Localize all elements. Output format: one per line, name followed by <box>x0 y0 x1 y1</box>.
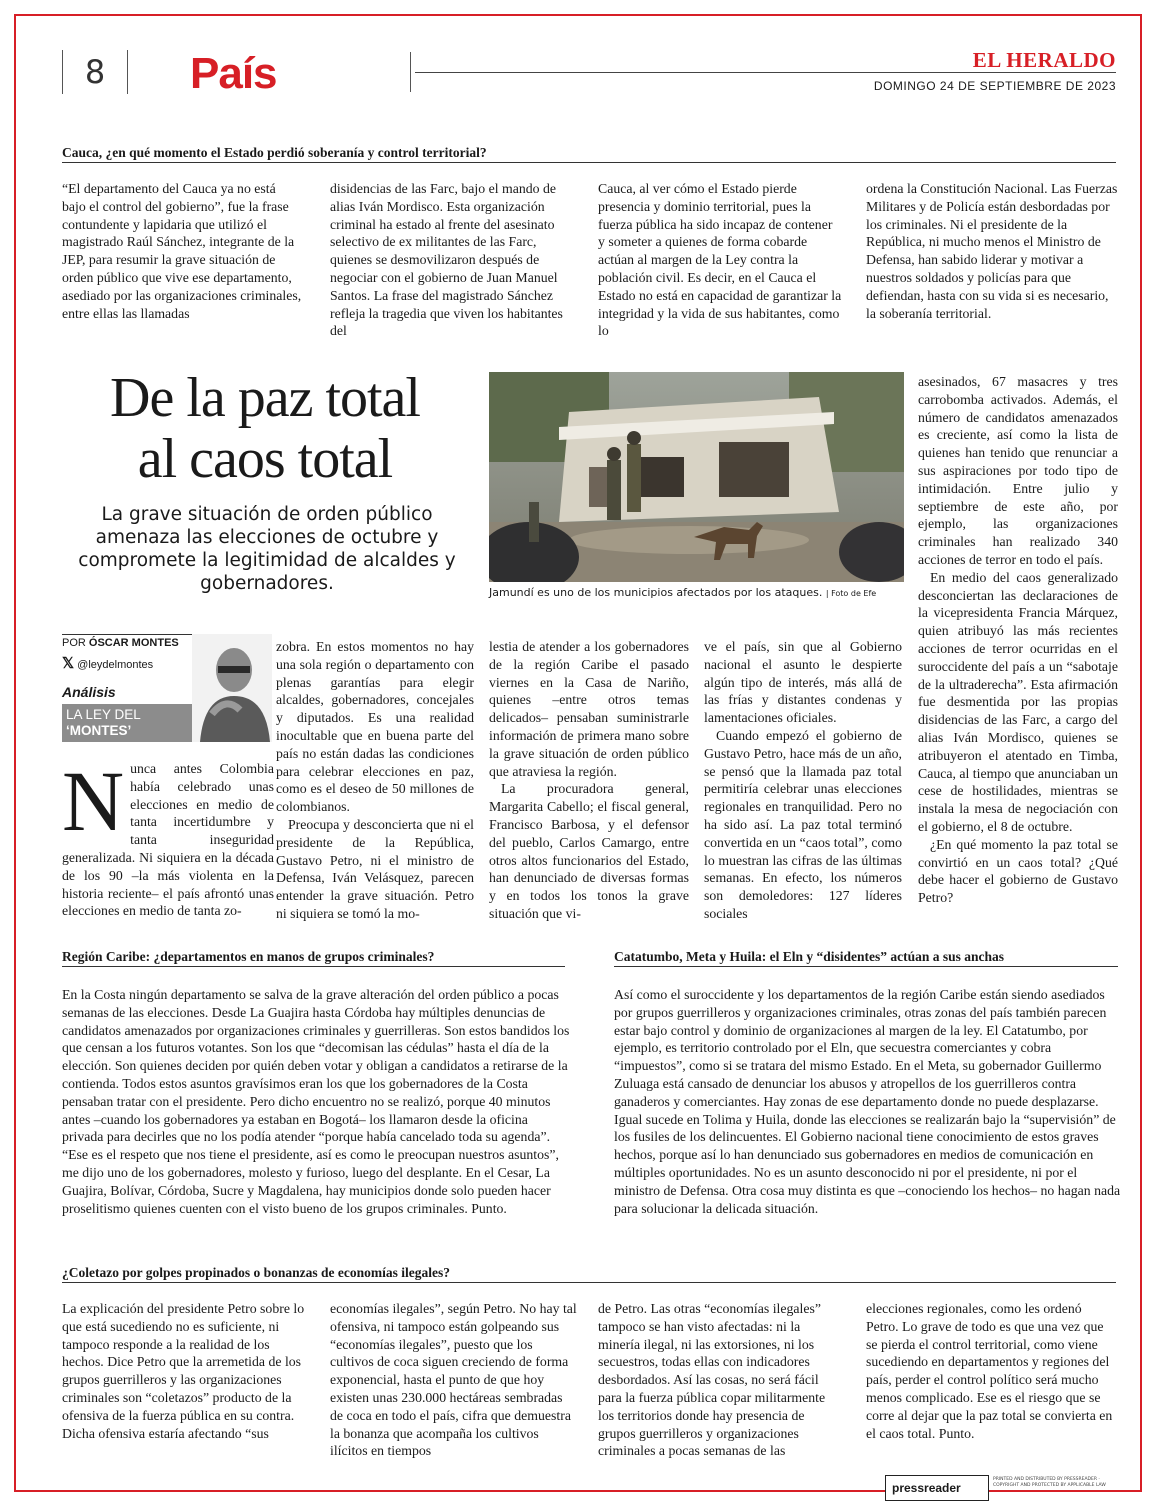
drop-cap: N <box>62 753 125 849</box>
article-column-3 <box>489 638 689 923</box>
article-column-2 <box>276 638 474 923</box>
issue-date: DOMINGO 24 DE SEPTIEMBRE DE 2023 <box>873 79 1116 93</box>
page-number: 8 <box>62 50 128 94</box>
coletazo-column-3: de Petro. Las otras “economías ilegales” tampoco se han visto afectadas: ni la minería ilegal, ni las extorsiones, ni los secuestros, todas ellas con indicadores desbordados. Así las cosas, no será fácil para la fuerza pública copar militarmente los territorios donde hay presencia de grupos guerrilleros y organizaciones criminales a pocas semanas de las <box>598 1301 826 1459</box>
section-title: País <box>190 49 277 98</box>
photo-credit: | Foto de Efe <box>825 589 877 598</box>
headline-line-2: al caos total <box>137 428 393 490</box>
article-column-1-text: unca antes Colombia había celebrado unas elecciones en medio de tanta incertidumbre y tanta inseguridad generalizada. Ni siquiera en la década de los 90 –la más violenta en la historia reciente– el país afrontó unas elecciones en medio de tanta zo- <box>62 761 274 919</box>
byline <box>62 637 179 649</box>
caption-text: Jamundí es uno de los municipios afectados por los ataques. <box>489 586 823 599</box>
caribe-rule <box>62 966 565 967</box>
cauca-column-1: “El departamento del Cauca ya no está bajo el control del gobierno”, fue la frase contundente y lapidaria que utilizó el magistrado Raúl Sánchez, integrante de la JEP, para resumir la grave situación de orden público que vive ese departamento, asediado por las organizaciones criminales, entre ellas las llamadas <box>62 181 302 321</box>
article-column-5-p3: ¿En qué momento la paz total se convirtió en un caos total? ¿Qué debe hacer el gobierno de Gustavo Petro? <box>918 836 1118 906</box>
newspaper-brand: EL HERALDO <box>972 48 1116 72</box>
column-name-badge <box>62 704 212 742</box>
cauca-column-3: Cauca, al ver cómo el Estado pierde presencia y dominio territorial, pues la fuerza pública ha sido incapaz de contener y someter a quienes de forma cobarde actúan al margen de la Ley contra la población civil. Es decir, en el Cauca el Estado no está en capacidad de garantizar la integridad y la vida de sus habitantes, como lo <box>598 181 842 339</box>
headline-deck: La grave situación de orden público amenaza las elecciones de octubre y compromete la legitimidad de alcaldes y gobernadores. <box>78 504 456 594</box>
article-column-3-p1: lestia de atender a los gobernadores de la región Caribe el pasado viernes en la Casa de Nariño, quienes –entre otros temas delicados– pensaban suministrarle información de primera mano sobre la grave situación de orden público que atraviesa la región. <box>489 639 689 779</box>
kicker: Análisis <box>62 684 116 700</box>
article-column-4-p2: Cuando empezó el gobierno de Gustavo Petro, hace más de un año, se pensó que la llamada paz total permitiría celebrar unas elecciones regionales en tranquilidad. Pero no ha sido así. La paz total terminó convertida en un “caos total”, como lo muestran las cifras de las últimas semanas. En efecto, los números son demoledores: 127 líderes sociales <box>704 727 902 921</box>
cauca-column-2: disidencias de las Farc, bajo el mando de alias Iván Mordisco. Esta organización criminal ha estado al frente del asesinato selectivo de ex militantes de las Farc, quienes se desmovilizaron después de negociar con el gobierno de Juan Manuel Santos. La frase del magistrado Sánchez refleja la tragedia que viven los habitantes del <box>330 181 563 339</box>
article-column-5-p2: En medio del caos generalizado desconciertan las declaraciones de la vicepresidenta Francia Márquez, quien atribuyó las más recientes acciones de terror ocurridas en el suroccidente del país a un “sabotaje de la ultraderecha”. Esta afirmación fue desmentida por las propias disidencias de las Farc, a cargo del alias Iván Mordisco, quienes se atribuyeron el atentado en Timba, Cauca, al tiempo que anunciaban un cese de hostilidades, mientras se instala la mesa de negociación con el gobierno, el 8 de octubre. <box>918 569 1118 834</box>
news-photo <box>489 372 904 582</box>
caribe-body: En la Costa ningún departamento se salva de la grave alteración del orden público a pocas semanas de las elecciones. Desde La Guajira hasta Córdoba hay múltiples denuncias de candidatos amenazados por organizaciones criminales y guerrilleras. Son estos bandidos los que censan a los futuros votantes. Son los que “decomisan las cédulas” hasta el día de la elección. Son quienes deciden por quién deben votar y obligan a candidatos a retirarse de la contienda. Todos estos asuntos gravísimos eran los que los gobernadores de la Costa pensaban tratar con el presidente. Pero dicho encuentro no se realizó, porque 40 minutos antes –cuando los gobernadores ya estaban en Bogotá– los llamaron desde la oficina privada para decirles que no los podía atender “porque había cancelado toda su agenda”. “Ese es el respeto que nos tiene el presidente, así es como le preocupan nuestros asuntos”, me dijo uno de los gobernadores, molesto y furioso, luego del desplante. En el Cesar, La Guajira, Bolívar, Córdoba, Sucre y Magdalena, hay municipios donde solo pueden hacer proselitismo quienes cuenten con el visto bueno de los grupos criminales. Punto. <box>62 987 570 1216</box>
footer-fine-print: PRINTED AND DISTRIBUTED BY PRESSREADER · COPYRIGHT AND PROTECTED BY APPLICABLE LAW <box>993 1477 1106 1488</box>
headline-line-1: De la paz total <box>110 367 420 429</box>
author-handle: @leydelmontes <box>77 659 154 671</box>
column-name-line-1: LA LEY DEL <box>66 707 141 722</box>
article-column-2-p2: Preocupa y desconcierta que ni el presidente de la República, Gustavo Petro, ni el ministro de Defensa, Iván Velásquez, parecen entender la grave situación. Petro ni siquiera se tomó la mo- <box>276 816 474 921</box>
article-column-5-p1: asesinados, 67 masacres y tres carrobomba activados. Además, el número de candidatos amenazados es creciente, así como la lista de quienes han tenido que renunciar a sus aspiraciones por todo tipo de intimidación. Entre julio y septiembre de este año, por ejemplo, las organizaciones criminales han realizado 340 acciones de terror en todo el país. <box>918 374 1118 567</box>
article-column-2-p1: zobra. En estos momentos no hay una sola región o departamento con plenas garantías para elegir alcaldes, gobernadores, concejales y diputados. Es una realidad inocultable que en buena parte del país no están dadas las condiciones para celebrar elecciones en paz, como es el deseo de 50 millones de colombianos. <box>276 639 474 815</box>
pressreader-logo <box>885 1475 1121 1501</box>
cauca-title: Cauca, ¿en qué momento el Estado perdió soberanía y control territorial? <box>62 145 487 160</box>
author-handle-row <box>62 654 153 672</box>
photo-caption <box>489 586 909 601</box>
photo-illustration <box>489 372 904 582</box>
coletazo-column-2: economías ilegales”, según Petro. No hay tal ofensiva, ni tampoco están golpeando sus “economías ilegales”, puesto que los cultivos de coca siguen creciendo de forma exponencial, hasta el punto de que hoy existen unas 230.000 hectáreas sembradas de coca en todo el país, cifra que demuestra la bonanza que acompaña los cultivos ilícitos en tiempos <box>330 1301 577 1459</box>
coletazo-rule <box>62 1282 1116 1283</box>
byline-prefix: POR <box>62 637 86 649</box>
coletazo-title: ¿Coletazo por golpes propinados o bonanzas de economías ilegales? <box>62 1265 451 1280</box>
header-divider <box>410 52 411 92</box>
article-column-5 <box>918 373 1118 907</box>
catatumbo-rule <box>614 966 1118 967</box>
cauca-column-4: ordena la Constitución Nacional. Las Fuerzas Militares y de Policía están desbordadas por los criminales. Ni el presidente de la República, ni mucho menos el Ministro de Defensa, han sabido liderar y motivar a nuestros soldados y policías para que defiendan, hasta con su vida si es necesario, la soberanía territorial. <box>866 181 1118 321</box>
pressreader-wordmark: pressreader <box>885 1475 989 1501</box>
article-column-1 <box>62 753 274 920</box>
catatumbo-title: Catatumbo, Meta y Huila: el Eln y “disidentes” actúan a sus anchas <box>614 949 1005 964</box>
column-name-line-2: ‘MONTES’ <box>66 723 132 738</box>
article-column-4 <box>704 638 902 923</box>
author-name: ÓSCAR MONTES <box>88 637 179 649</box>
caribe-title: Región Caribe: ¿departamentos en manos de grupos criminales? <box>62 949 435 964</box>
byline-box <box>62 634 272 742</box>
author-photo <box>192 634 272 742</box>
coletazo-column-4: elecciones regionales, como les ordenó Petro. Lo grave de todo es que una vez que se pierda el control territorial, como viene sucediendo en departamentos y regiones del país, perder el control político será mucho menos complicado. Ese es el riesgo que se corre al dejar que la paz total se convierta en el caos total. Punto. <box>866 1301 1113 1441</box>
x-logo-icon: 𝕏 <box>62 655 75 672</box>
cauca-rule <box>62 162 1116 163</box>
main-headline <box>62 368 468 490</box>
article-column-3-p2: La procuradora general, Margarita Cabello; el fiscal general, Francisco Barbosa, y el defensor del pueblo, Carlos Camargo, entre otros altos funcionarios del Estado, han denunciado de diversas formas y en todos los tonos la grave situación que vi- <box>489 781 689 921</box>
catatumbo-body: Así como el suroccidente y los departamentos de la región Caribe están siendo asediados por grupos guerrilleros y organizaciones criminales, otras zonas del país también parecen estar bajo control y dominio de organizaciones al margen de la ley. El Catatumbo, por ejemplo, es territorio controlado por el Eln, que secuestra comerciantes y cobra “impuestos”, como si se tratara del mismo Estado. En el Meta, su gobernador Guillermo Zuluaga está cansado de denunciar los abusos y atropellos de los guerrilleros contra ganaderos y comerciantes. Hay zonas de ese departamento donde no puede desplazarse. Igual sucede en Tolima y Huila, donde las elecciones se realizarán bajo la “supervisión” de los fusiles de los delincuentes. El Gobierno nacional tiene conocimiento de estos graves hechos, porque así lo han denunciado sus gobernadores en medios de comunicación en múltiples oportunidades. No es un asunto desconocido ni por el presidente, ni por el ministro de Defensa. Otra cosa muy distinta es que –conociendo los hechos– no hagan nada para solucionar la delicada situación. <box>614 987 1121 1216</box>
article-column-4-p1: ve el país, sin que al Gobierno nacional el asunto le despierte algún tipo de interés, más allá de las frías y distantes condenas y lamentaciones oficiales. <box>704 639 902 726</box>
coletazo-column-1: La explicación del presidente Petro sobre lo que está sucediendo no es suficiente, ni tampoco responde a la realidad de los hechos. Dice Petro que la arremetida de los grupos guerrilleros y las organizaciones criminales son “coletazos” producto de la ofensiva de la fuerza pública en su contra. Dicha ofensiva estaría afectando “sus <box>62 1301 305 1441</box>
